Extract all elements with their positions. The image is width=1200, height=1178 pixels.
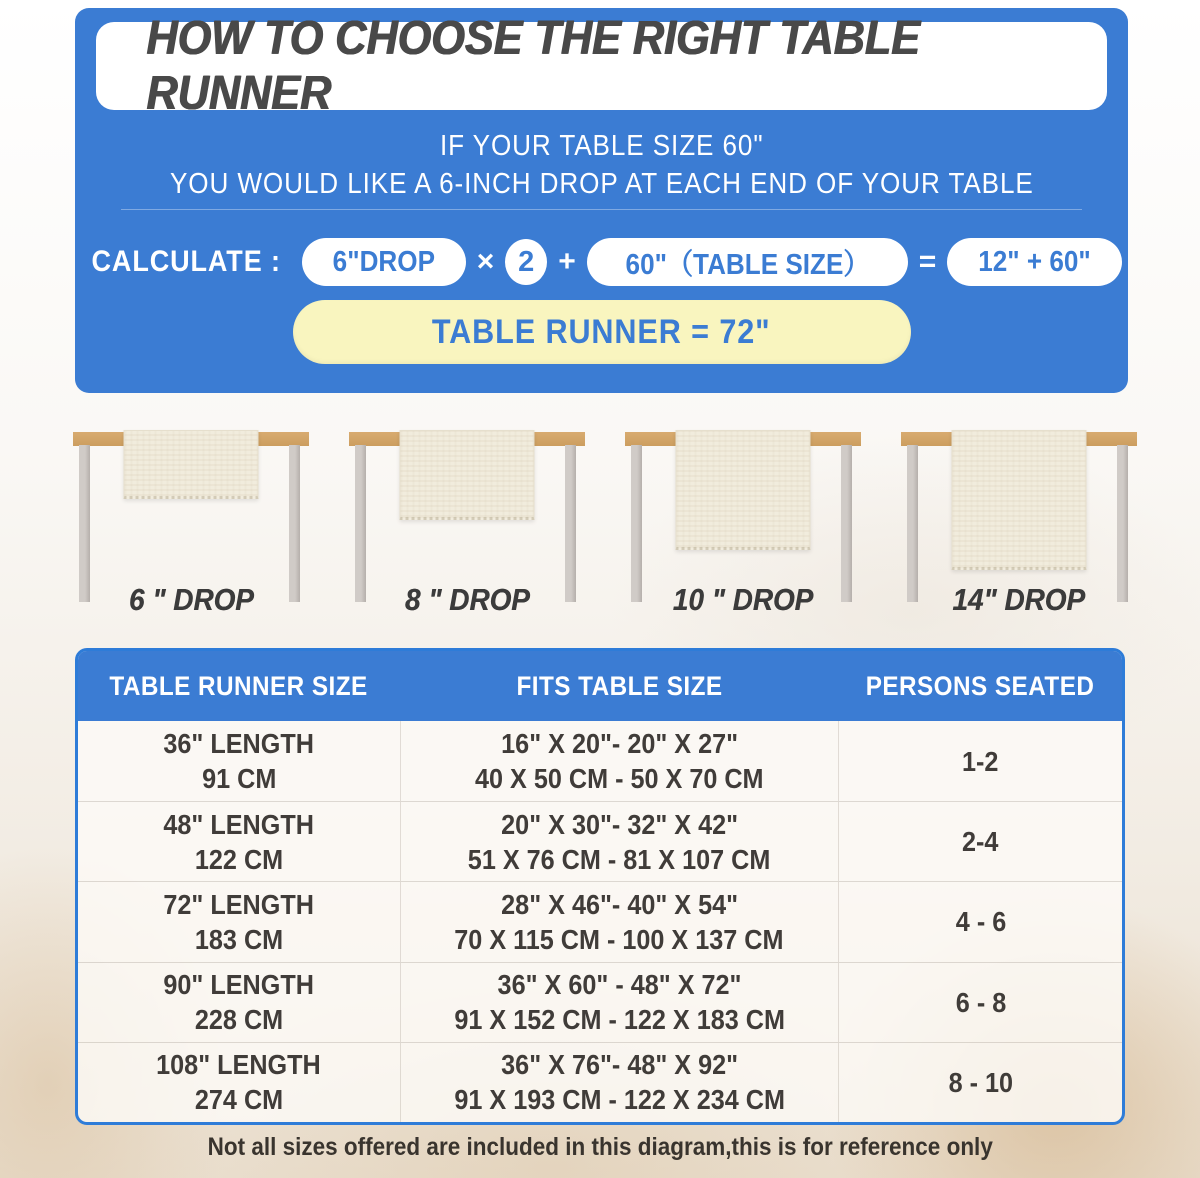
- table-leg: [631, 445, 642, 602]
- header-fits-table-size: FITS TABLE SIZE: [516, 670, 723, 701]
- runner-drape: [124, 430, 259, 499]
- runner-size-cell: 36" LENGTH 91 CM: [163, 728, 315, 795]
- runner-size-cell: 48" LENGTH 122 CM: [163, 808, 315, 875]
- drop-label: 14" DROP: [952, 582, 1086, 617]
- size-table-body: [78, 721, 1122, 1122]
- table-row: [78, 1042, 1122, 1122]
- size-table: [75, 648, 1125, 1125]
- table-leg: [565, 445, 576, 602]
- drop-pill: 6"DROP: [302, 238, 466, 286]
- runner-drape: [952, 430, 1087, 570]
- table-row: [78, 962, 1122, 1042]
- calculation-row: [75, 236, 1128, 288]
- table-figure-8in: [349, 425, 585, 640]
- drop-label: 10 " DROP: [672, 582, 814, 617]
- subtitle-line-2: YOU WOULD LIKE A 6-INCH DROP AT EACH END OF YOUR TABLE: [169, 168, 1034, 200]
- size-table-header: [78, 651, 1122, 721]
- result-pill: TABLE RUNNER = 72": [293, 300, 911, 364]
- table-leg: [1117, 445, 1128, 602]
- table-size-pill: 60"（TABLE SIZE）: [587, 238, 908, 286]
- table-leg: [289, 445, 300, 602]
- persons-cell: 2-4: [962, 826, 999, 858]
- table-leg: [907, 445, 918, 602]
- drop-illustrations: [73, 425, 1137, 640]
- subtitle-line-1: IF YOUR TABLE SIZE 60": [439, 130, 764, 162]
- drop-label: 8 " DROP: [404, 582, 530, 617]
- persons-cell: 6 - 8: [955, 986, 1006, 1018]
- table-figure-10in: [625, 425, 861, 640]
- table-figure-6in: [73, 425, 309, 640]
- drop-label: 6 " DROP: [128, 582, 254, 617]
- header-runner-size: TABLE RUNNER SIZE: [109, 670, 368, 701]
- page-title: HOW TO CHOOSE THE RIGHT TABLE RUNNER: [146, 12, 921, 120]
- fits-size-cell: 36" X 76"- 48" X 92" 91 X 193 CM - 122 X 234 CM: [400, 1043, 840, 1122]
- fits-size-cell: 28" X 46"- 40" X 54" 70 X 115 CM - 100 X 137 CM: [400, 882, 840, 961]
- times-operator: ×: [476, 245, 495, 278]
- table-figure-14in: [901, 425, 1137, 640]
- table-leg: [841, 445, 852, 602]
- table-leg: [79, 445, 90, 602]
- calculate-label: CALCULATE :: [91, 245, 281, 278]
- fits-size-cell: 36" X 60" - 48" X 72" 91 X 152 CM - 122 X 183 CM: [400, 963, 840, 1042]
- plus-operator: +: [558, 245, 576, 278]
- fits-size-cell: 20" X 30"- 32" X 42" 51 X 76 CM - 81 X 107 CM: [400, 802, 840, 881]
- divider: [121, 209, 1082, 210]
- persons-cell: 8 - 10: [948, 1066, 1013, 1098]
- table-leg: [355, 445, 366, 602]
- equals-operator: =: [918, 245, 937, 278]
- sum-pill: 12" + 60": [947, 238, 1122, 286]
- runner-drape: [676, 430, 811, 550]
- footnote: Not all sizes offered are included in this diagram,this is for reference only: [207, 1133, 993, 1161]
- fits-size-cell: 16" X 20"- 20" X 27" 40 X 50 CM - 50 X 70 CM: [400, 721, 840, 801]
- runner-size-cell: 90" LENGTH 228 CM: [163, 969, 315, 1036]
- runner-size-cell: 108" LENGTH 274 CM: [156, 1049, 322, 1116]
- table-row: [78, 801, 1122, 881]
- title-box: [96, 12, 1107, 120]
- table-row: [78, 721, 1122, 801]
- persons-cell: 4 - 6: [955, 906, 1006, 938]
- table-row: [78, 881, 1122, 961]
- runner-size-cell: 72" LENGTH 183 CM: [163, 888, 315, 955]
- header-persons-seated: PERSONS SEATED: [866, 670, 1095, 701]
- runner-drape: [400, 430, 535, 520]
- persons-cell: 1-2: [962, 745, 999, 777]
- multiplier-pill: 2: [505, 239, 547, 285]
- hero-panel: [75, 8, 1128, 393]
